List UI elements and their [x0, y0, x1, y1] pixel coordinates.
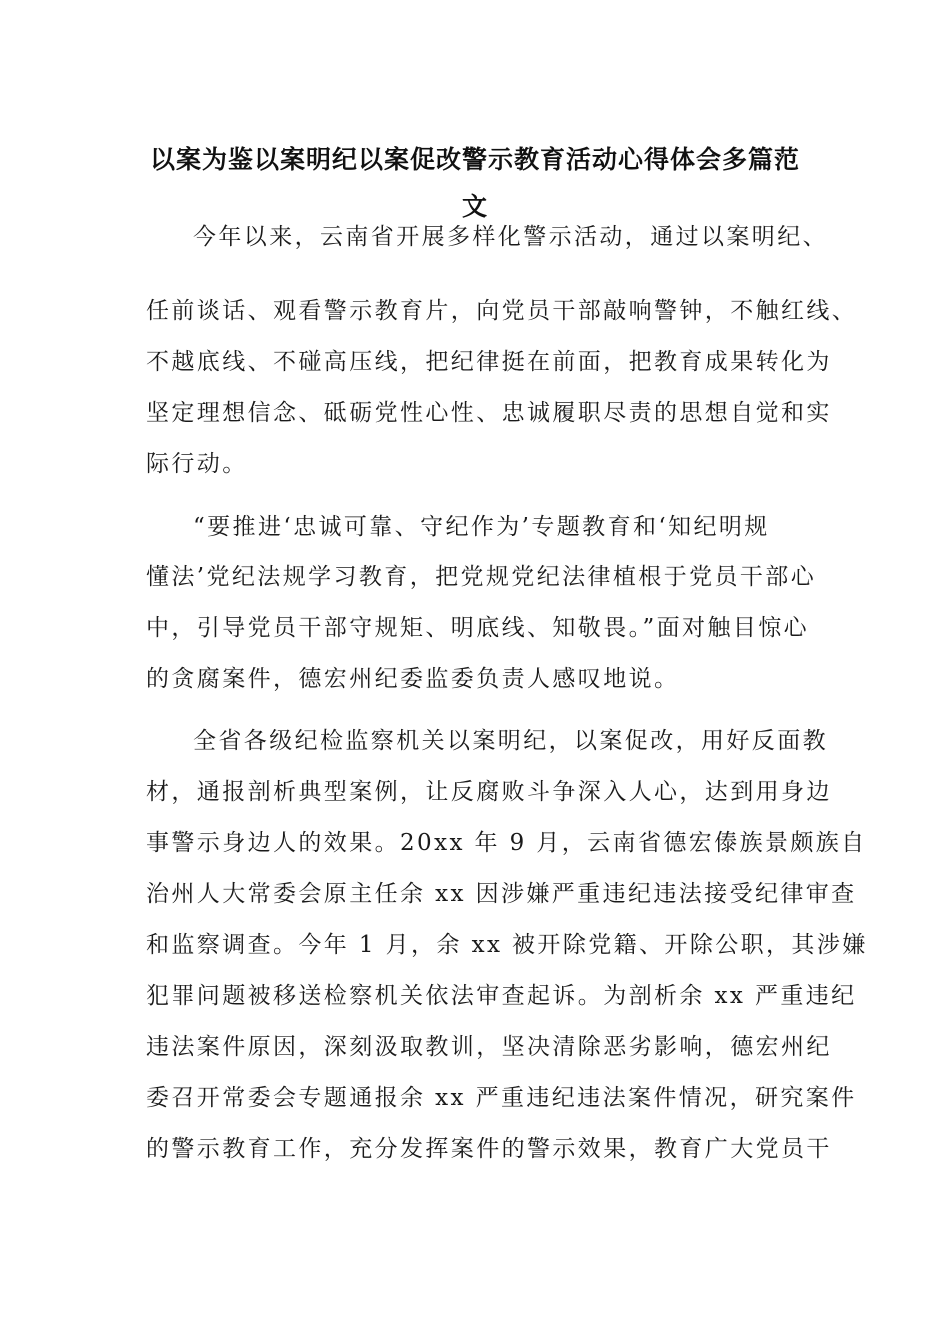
- paragraph-line: 任前谈话、观看警示教育片，向党员干部敲响警钟，不触红线、: [146, 298, 858, 324]
- paragraph-line: 懂法’党纪法规学习教育，把党规党纪法律植根于党员干部心: [146, 564, 817, 590]
- paragraph-line: 治州人大常委会原主任余 xx 因涉嫌严重违纪违法接受纪律审查: [146, 881, 857, 907]
- paragraph-line: 事警示身边人的效果。20xx 年 9 月，云南省德宏傣族景颇族自: [146, 830, 867, 856]
- paragraph-line: 的警示教育工作，充分发挥案件的警示效果，教育广大党员干: [146, 1136, 832, 1162]
- paragraph-line: 际行动。: [146, 451, 248, 477]
- paragraph-line: 今年以来，云南省开展多样化警示活动，通过以案明纪、: [193, 224, 828, 250]
- paragraph-line: 材，通报剖析典型案例，让反腐败斗争深入人心，达到用身边: [146, 779, 832, 805]
- paragraph-line: 的贪腐案件，德宏州纪委监委负责人感叹地说。: [146, 666, 680, 692]
- paragraph-line: 和监察调查。今年 1 月，余 xx 被开除党籍、开除公职，其涉嫌: [146, 932, 868, 958]
- paragraph-line: 犯罪问题被移送检察机关依法审查起诉。为剖析余 xx 严重违纪: [146, 983, 857, 1009]
- paragraph-line: 中，引导党员干部守规矩、明底线、知敬畏。”面对触目惊心: [146, 615, 810, 641]
- paragraph-line: 违法案件原因，深刻汲取教训，坚决清除恶劣影响，德宏州纪: [146, 1034, 832, 1060]
- paragraph-line: 不越底线、不碰高压线，把纪律挺在前面，把教育成果转化为: [146, 349, 832, 375]
- paragraph-line: 委召开常委会专题通报余 xx 严重违纪违法案件情况，研究案件: [146, 1085, 857, 1111]
- paragraph-line: “要推进‘忠诚可靠、守纪作为’专题教育和‘知纪明规: [193, 514, 770, 540]
- paragraph-line: 坚定理想信念、砥砺党性心性、忠诚履职尽责的思想自觉和实: [146, 400, 832, 426]
- title-line-1: 以案为鉴以案明纪以案促改警示教育活动心得体会多篇范: [149, 145, 800, 174]
- title-line-2: 文: [461, 192, 488, 221]
- paragraph-line: 全省各级纪检监察机关以案明纪，以案促改，用好反面教: [193, 728, 828, 754]
